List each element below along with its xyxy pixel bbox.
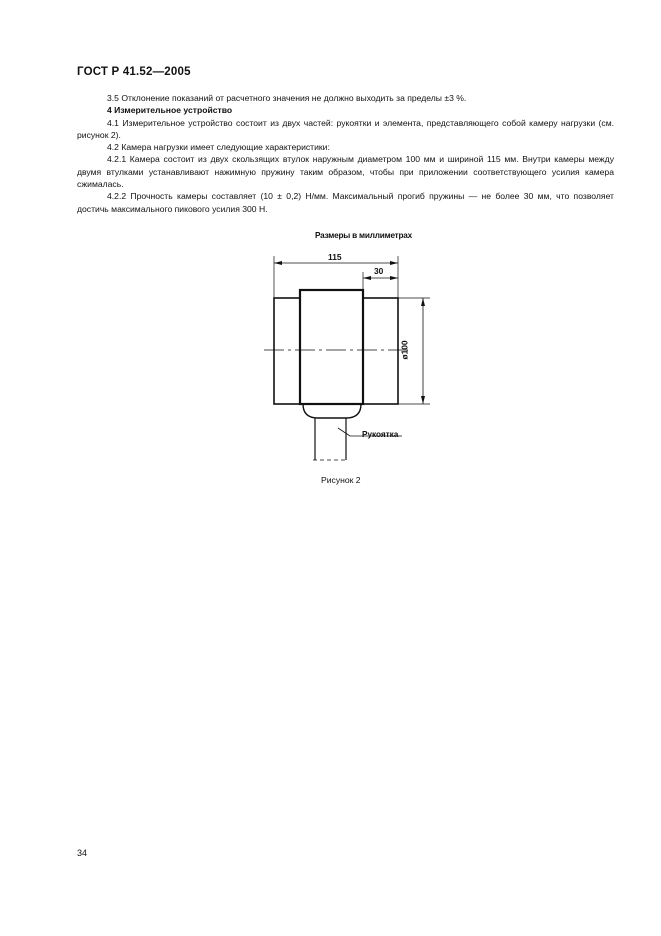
document-header: ГОСТ Р 41.52—2005: [77, 66, 191, 78]
arrow-width-left: [274, 261, 282, 265]
center-sleeve-outline: [300, 290, 363, 404]
dimension-stroke-label: 30: [374, 266, 384, 276]
document-body: [77, 92, 614, 215]
section-4-heading: 4 Измерительное устройство: [107, 105, 233, 116]
handle-label: Рукоятка: [362, 430, 399, 439]
arrow-stroke-right: [390, 276, 398, 280]
paragraph-4-2-1: 4.2.1 Камера состоит из двух скользящих втулок наружным диаметром 100 мм и шириной 115 мм. Внутри камеры между двумя втулками устанавливают нажимную пружину таким образом, чтобы при приложении соответствующего усилия камера сжималась.: [77, 154, 614, 190]
paragraph-3-5: 3.5 Отклонение показаний от расчетного значения не должно выходить за пределы ±3 %.: [107, 93, 467, 103]
paragraph-4-1: 4.1 Измерительное устройство состоит из двух частей: рукоятки и элемента, представляющего собой камеру нагрузки (см. рисунок 2).: [77, 117, 614, 140]
arrow-diameter-top: [421, 298, 425, 306]
paragraph-4-2: 4.2 Камера нагрузки имеет следующие характеристики:: [107, 142, 330, 153]
handle-leader: [338, 428, 350, 436]
figure-caption: Рисунок 2: [321, 475, 361, 485]
arrow-stroke-left: [363, 276, 371, 280]
arrow-diameter-bottom: [421, 396, 425, 404]
dimension-diameter-label: ø100: [399, 340, 410, 360]
dimensions-note: Размеры в миллиметрах: [315, 231, 413, 240]
paragraph-4-2-2: 4.2.2 Прочность камеры составляет (10 ± 0,2) Н/мм. Максимальный прогиб пружины — не более 30 мм, что позволяет достичь максимального пикового усилия 300 Н.: [77, 191, 614, 214]
arrow-width-right: [390, 261, 398, 265]
left-sleeve-outline: [274, 298, 300, 404]
right-sleeve-outline: [363, 298, 398, 404]
handle-collar: [303, 404, 361, 418]
page-number: 34: [77, 848, 88, 858]
dimension-width-label: 115: [328, 252, 342, 262]
